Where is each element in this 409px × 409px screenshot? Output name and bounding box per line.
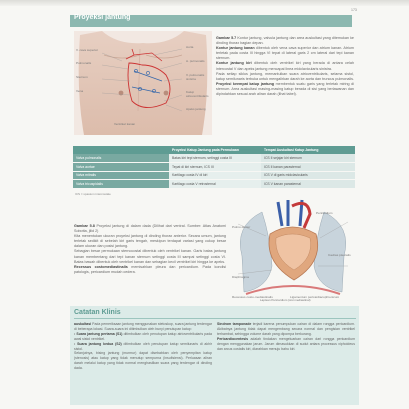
left-paragraph-1: Kita menentukan ukuran proyeksi jantung di dinding thorax anterior. Secara umum, jantung terletak sedikit di sebelah kiri garis tengah, meskipun terdapat variasi yang cukup besar dalam ukuran dan posisi jantung. — [74, 234, 226, 249]
recessus-term: Recessus costomediastinalis — [74, 264, 128, 269]
right-column-text — [216, 36, 354, 97]
left-paragraph-2: Sebagian besar permukaan sternocostal dibentuk oleh ventrikel kanan. Garis batas jantung kanan membentang dari tepi kanan sternum setinggi costa III sampai setinggi costa VI. Batas bawah dibentuk oleh ventrikel kanan dan sebagian kecil ventrikel kiri hingga ke apeks. — [74, 249, 226, 264]
kontur-kiri-text: dibentuk oleh ventrikel kiri yang berada di antara celah intercostal V dan apeks jantung mencapai linea midclavicularis sinistra. — [216, 61, 355, 71]
recessus-text: memisahkan pleura dan pericardium. Pada kondisi patologis, pericardium mudah cedera. — [74, 264, 226, 274]
label-sternum: Sternum — [76, 75, 88, 79]
tamponade-term: Sindrom tamponade — [217, 322, 252, 326]
s2-text: ditimbulkan oleh penutupan katup semilunaris di akhir sistol. — [74, 341, 212, 351]
kontur-kanan-text: dibentuk oleh vena cava superior dan atrium kanan. Atrium terletak pada costa III hingga VI tepat di lateral garis 2 cm lateral dari tepi kanan sternum. — [216, 46, 354, 61]
table-cell: ICS II sejajar kiri sternum — [261, 154, 355, 163]
table-cell: ICS II kanan parasternal — [261, 163, 355, 172]
table-cell: Kartilago costa V retrosternal — [169, 180, 261, 189]
s1-term: Suara jantung pertama (S1) — [76, 331, 123, 336]
table-cell: Valva pulmonalis — [73, 154, 169, 163]
figure1-caption-label: Gambar 5.7 — [216, 36, 237, 40]
tamponade-text: terjadi karena penumpukan cairan di dalam rongga pericardium. Akibatnya jantung tidak dapat mengembang secara normal dan pengisian ventrikel terhambat, sehingga volume darah yang dipompa berkurang. — [217, 322, 355, 336]
table-header-row — [73, 146, 355, 154]
section-title: Proyeksi jantung — [74, 14, 131, 21]
label-v-pulmonalis-sinistra: V. pulmonalis sinistra — [186, 73, 205, 81]
table-row — [73, 163, 355, 172]
table-cell: ICS V di garis midclavicularis — [261, 171, 355, 180]
label-cavitas-pleuralis: Cavitas pleuralis — [328, 253, 351, 257]
table-header-cell: Proyeksi Katup Jantung pada Permukaan — [169, 146, 261, 154]
table-row — [73, 171, 355, 180]
left-column-text — [74, 224, 226, 275]
table-cell: Batas kiri tepi sternum, setinggi costa III — [169, 154, 261, 163]
clinical-note-right — [217, 322, 355, 351]
auskultasi-text: Pada pemeriksaan jantung menggunakan stetoskop, suara jantung terdengar di beberapa lokasi. Suara-suara ini ditimbulkan oleh bunyi penutupan katup: — [74, 322, 212, 331]
figure-pericardium — [232, 196, 354, 308]
kontur-kiri-term: Kontur jantung kiri — [216, 61, 252, 66]
label-aorta: Aorta — [186, 45, 194, 49]
auskultasi-term: auskultasi — [74, 322, 92, 326]
figure1-caption: Kontur jantung, valvula jantung dan area auskultasi yang ditemukan ke dinding thorax bagian depan. — [216, 36, 354, 46]
table-row — [73, 154, 355, 163]
label-vena: Vena — [76, 89, 84, 93]
label-ventrikel-kanan: Ventrikel kanan — [114, 122, 136, 126]
label-pulmonalis: Pulmonalis — [76, 61, 92, 65]
label-arteri-pulmonalis: A. pulmonalis — [186, 59, 205, 63]
label-v-cava-superior: V. cava superior — [76, 48, 99, 52]
table-cell: Tepat di kiri sternum, ICS III — [169, 163, 261, 172]
label-ligamentum: Ligamentum pericardiacophrenicum — [290, 295, 340, 299]
figure2-caption-label: Gambar 5.8 — [74, 224, 95, 228]
label-apeks-jantung: Apeks jantung — [186, 107, 206, 111]
label-katup-atrioventrikularis: Katup atrioventrikularis — [186, 90, 209, 98]
murmur-text: Selanjutnya, bising jantung (murmur) dapat disebabkan oleh penyempitan katup (stenosis) atau katup yang tidak menutup sempurna (insufisiensi). Perluasan aliran darah melalui katup yang tidak normal menghasilkan suara yang terdengar di dinding dada. — [74, 351, 212, 371]
table-header-cell — [73, 146, 169, 154]
label-diaphragma: Diaphragma — [232, 275, 249, 279]
figure2-caption: Proyeksi jantung di dalam dada (Dilihat dari ventral. Sumber: Atlas Anatomi Sobotta, jilid 2) — [74, 224, 226, 234]
valve-projection-table — [73, 146, 355, 189]
table-cell: Valva tricuspidalis — [73, 180, 169, 189]
page-top-edge — [0, 0, 409, 6]
s2-term: Suara jantung kedua (S2) — [77, 341, 122, 346]
label-pericardium: Pericardium — [316, 211, 333, 215]
page-number: 173 — [351, 8, 357, 12]
table-footnote: ICS = spasium intercostale — [75, 192, 111, 196]
s1-text: ditimbulkan oleh penutupan katup atrioventrikularis pada awal sistol ventrikel. — [74, 331, 213, 341]
label-recessus: Recessus costo-mediastinalis — [232, 295, 273, 299]
table-cell: ICS V kanan parasternal — [261, 180, 355, 189]
clinical-note-divider — [74, 318, 356, 319]
figure-heart-projection — [74, 31, 212, 135]
pericardiocentesis-text: adalah tindakan mengeluarkan cairan dari rongga pericardium dengan menggunakan jarum. Jarum dimasukkan di sudut antara processus xiphoideus dan arcus costalis kiri, diarahkan menuju bahu kiri. — [217, 336, 355, 351]
proyeksi-katup-term: Proyeksi keempat katup jantung — [216, 81, 275, 86]
table-cell: Valva aortae — [73, 163, 169, 172]
pericardiocentesis-term: Pericardiocentesis — [217, 336, 249, 341]
table-row — [73, 180, 355, 189]
figure2-bottom-caption: Lapisan Pericardium (sisi mediastinal) — [260, 298, 311, 302]
clinical-note-title: Catatan Klinis — [74, 309, 121, 316]
table-cell: Valva mitralis — [73, 171, 169, 180]
clinical-note-left: auskultasi Pada pemeriksaan jantung menggunakan stetoskop, suara jantung terdengar di beberapa lokasi. Suara-suara ini ditimbulkan oleh bunyi penutupan katup: • Suara jantung pertama (S1) ditimbulkan oleh penutupan katup atrioventrikularis pada awal sistol ventrikel. • Suara jantung kedua (S2) ditimbulkan oleh penutupan katup semilunaris di akhir sistol. Selanjutnya, bising jantung (murmur) dapat disebabkan oleh penyempitan katup (stenosis) atau katup yang tidak menutup sempurna (insufisiensi). Perluasan aliran darah melalui katup yang tidak normal menghasilkan suara yang terdengar di dinding dada. — [74, 322, 213, 371]
table-header-cell: Tempat Auskultasi Katup Jantung — [261, 146, 355, 154]
label-pulmo-dexter: Pulmo dexter — [232, 225, 251, 229]
kontur-kanan-term: Kontur jantung kanan — [216, 46, 255, 51]
siklus-jantung-text: Pada setiap siklus jantung, memantulkan suara atrioventrikularis, selama sistol, katup semilunaris terbuka untuk mengalirkan darah ke aorta dan truncus pulmonalis. — [216, 71, 354, 81]
table-cell: Kartilago costa IV di kiri — [169, 171, 261, 180]
proyeksi-katup-text: membentuk suatu garis yang terletak miring di sternum. Area auskultasi masing-masing katup berada di sisi yang berlawanan dan dipindahkan sesuai arah aliran darah (lihat tabel). — [216, 81, 355, 97]
